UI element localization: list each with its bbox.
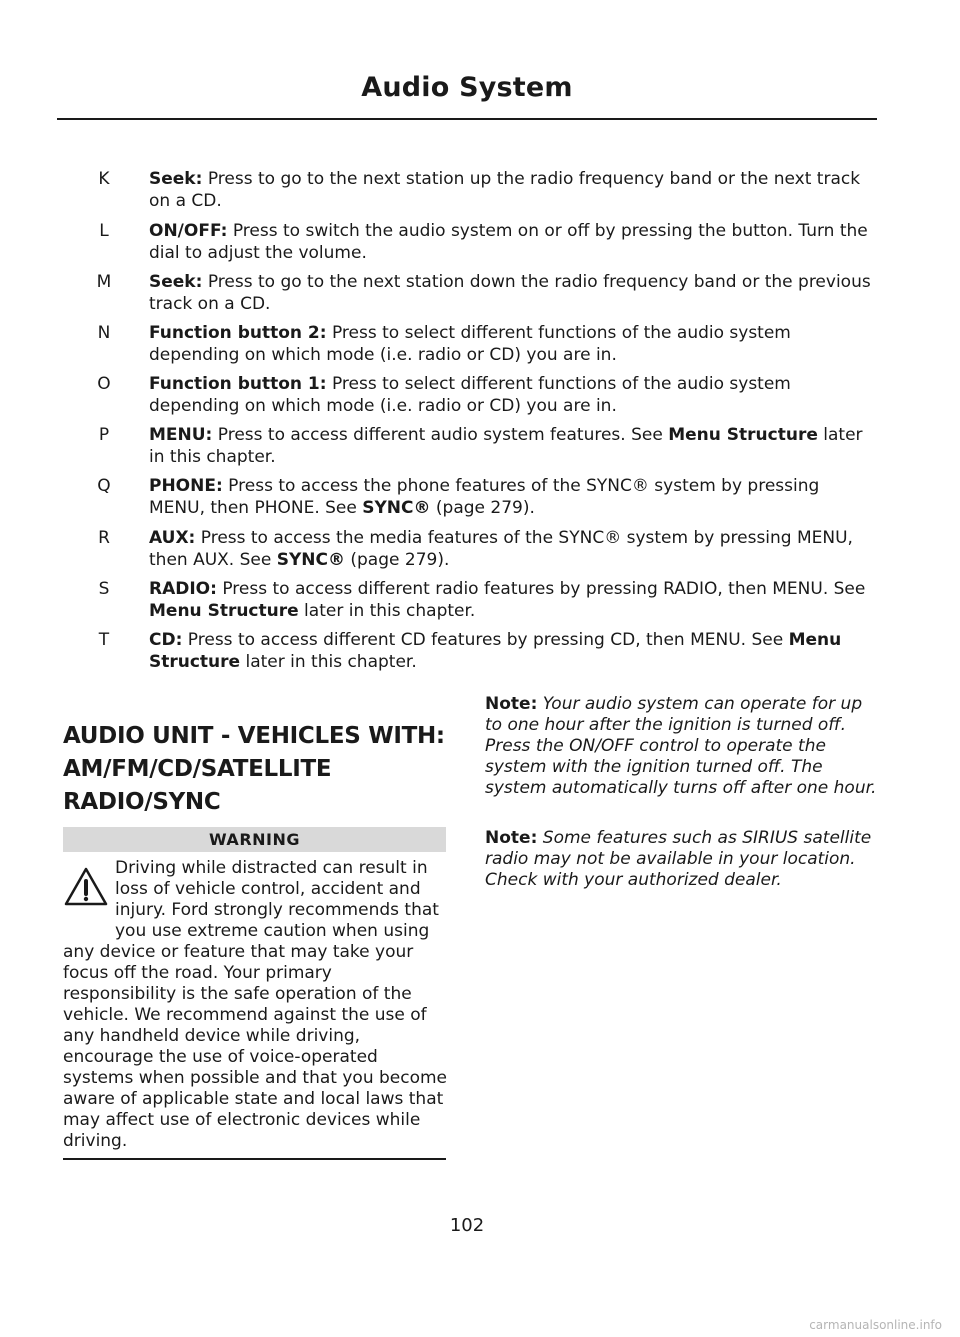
cross-reference: Menu Structure [668,425,818,445]
item-text: Press to access the media features of the SYNC® system by pressing MENU, then AUX. See [149,528,853,570]
section-heading-line: AM/FM/CD/SATELLITE [63,756,332,782]
section-heading-line: AUDIO UNIT - VEHICLES WITH: [63,723,445,749]
item-letter: O [97,374,111,394]
item-text: Press to access different CD features by pressing CD, then MENU. See [182,630,789,650]
cross-reference: Menu Structure [149,630,842,672]
item-label: MENU: [149,425,213,445]
item-letter: S [98,579,110,599]
header-divider [57,118,877,120]
item-letter: T [98,630,110,650]
warning-text: Driving while distracted can result in loss of vehicle control, accident and injury. Ford strongly recommends that you use extreme caution when using any device or feature that may take your focus off the road. Your primary responsibility is the safe operation of the vehicle. We recommend against the use of any handheld device while driving, encourage the use of voice-operated systems when possible and that you become aware of applicable state and local laws that may affect use of electronic devices while driving. [63,858,448,1151]
item-text-after: (page 279). [430,498,535,518]
item-description [149,424,874,468]
page-header-title: Audio System [361,72,573,103]
item-description [149,527,874,571]
section-heading-line: RADIO/SYNC [63,789,221,815]
cross-reference: Menu Structure [149,601,299,621]
item-description [149,322,874,366]
warning-divider [63,1158,446,1160]
item-text: Press to access the phone features of the SYNC® system by pressing MENU, then PHONE. See [149,476,820,518]
note-label: Note: [485,694,538,714]
item-description [149,271,874,315]
cross-reference: SYNC® [362,498,431,518]
section-heading [63,721,463,820]
note-text: Your audio system can operate for up to one hour after the ignition is turned off. Press the ON/OFF control to operate the system with the ignition turned off. The system automatically turns off after one hour. [485,694,877,798]
warning-heading: WARNING [63,827,446,852]
item-label: RADIO: [149,579,217,599]
item-label: Seek: [149,169,203,189]
note-paragraph [485,828,877,891]
note-label: Note: [485,828,538,848]
item-text: Press to go to the next station up the radio frequency band or the next track on a CD. [149,169,861,211]
item-description [149,629,874,673]
item-text-after: later in this chapter. [240,652,417,672]
item-description [149,220,874,264]
item-description [149,578,874,622]
item-label: ON/OFF: [149,221,228,241]
item-label: AUX: [149,528,196,548]
item-description [149,373,874,417]
item-label: PHONE: [149,476,223,496]
item-text: Press to select different functions of the audio system depending on which mode (i.e. radio or CD) you are in. [149,323,791,365]
item-description [149,168,874,212]
item-text: Press to select different functions of the audio system depending on which mode (i.e. radio or CD) you are in. [149,374,791,416]
watermark: carmanualsonline.info [809,1318,942,1332]
item-text-after: later in this chapter. [298,601,476,621]
cross-reference: SYNC® [276,550,345,570]
item-text-after: (page 279). [344,550,450,570]
item-letter: L [99,221,109,241]
item-label: Seek: [149,272,203,292]
item-letter: Q [97,476,111,496]
item-text: Press to switch the audio system on or off by pressing the button. Turn the dial to adjust the volume. [149,221,868,263]
page-number: 102 [449,1215,485,1236]
item-text: Press to go to the next station down the radio frequency band or the previous track on a CD. [149,272,871,314]
item-text: Press to access different audio system features. See [212,425,669,445]
item-label: Function button 2: [149,323,327,343]
item-description [149,475,874,519]
item-letter: M [96,272,112,292]
item-letter: R [98,528,110,548]
warning-body [63,858,449,1152]
item-letter: K [98,169,110,189]
icon-spacer [63,858,115,922]
item-letter: N [97,323,111,343]
item-label: Function button 1: [149,374,327,394]
item-text-after: later in this chapter. [149,425,863,467]
item-letter: P [98,425,110,445]
item-label: CD: [149,630,183,650]
note-paragraph [485,694,877,799]
note-text: Some features such as SIRIUS satellite radio may not be available in your location. Check with your authorized dealer. [485,828,872,890]
item-text: Press to access different radio features by pressing RADIO, then MENU. See [216,579,866,599]
